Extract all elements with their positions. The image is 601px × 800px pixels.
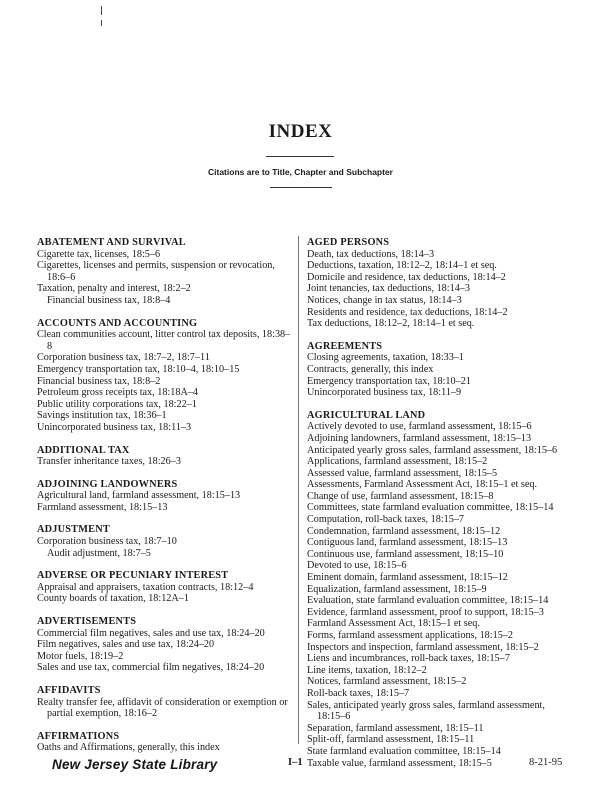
index-entry: Computation, roll-back taxes, 18:15–7	[307, 514, 465, 526]
index-section	[307, 341, 575, 399]
index-heading: ABATEMENT AND SURVIVAL	[37, 237, 186, 248]
index-heading: ADDITIONAL TAX	[37, 444, 130, 456]
index-entry: State farmland evaluation committee, 18:15–14	[307, 745, 501, 757]
index-entry: Closing agreements, taxation, 18:33–1	[307, 352, 465, 364]
index-entry: Transfer inheritance taxes, 18:26–3	[37, 456, 181, 468]
index-entry: Line items, taxation, 18:12–2	[307, 664, 427, 676]
library-stamp-logo: New Jersey State Library	[52, 757, 218, 772]
index-entry: Oaths and Affirmations, generally, this index	[37, 742, 220, 754]
column-divider	[298, 236, 299, 744]
index-entry: Taxation, penalty and interest, 18:2–2	[37, 283, 191, 295]
index-entry: Forms, farmland assessment applications, 18:15–2	[307, 630, 513, 641]
index-entry: Committees, state farmland evaluation committee, 18:15–14	[307, 502, 554, 514]
binding-mark-top	[101, 6, 102, 15]
index-entry: Residents and residence, tax deductions, 18:14–2	[307, 306, 508, 318]
index-entry: Contracts, generally, this index	[307, 363, 434, 375]
index-subentry: Audit adjustment, 18:7–5	[47, 547, 151, 559]
index-entry: Inspectors and inspection, farmland assessment, 18:15–2	[307, 641, 539, 653]
index-section	[37, 445, 292, 468]
index-entry: Eminent domain, farmland assessment, 18:15–12	[307, 572, 508, 584]
index-entry: Sales and use tax, commercial film negatives, 18:24–20	[37, 662, 265, 674]
index-entry: Clean communities account, litter control tax deposits, 18:38–8	[37, 329, 291, 352]
index-heading: AGRICULTURAL LAND	[307, 409, 426, 421]
index-section	[37, 685, 292, 720]
index-entry: Separation, farmland assessment, 18:15–11	[307, 722, 484, 734]
index-entry: Notices, change in tax status, 18:14–3	[307, 294, 462, 306]
index-heading: ADVERSE OR PECUNIARY INTEREST	[37, 570, 229, 582]
index-entry: Emergency transportation tax, 18:10–4, 18:10–15	[37, 363, 240, 375]
index-heading: AFFIRMATIONS	[37, 730, 120, 742]
index-column-right	[307, 237, 575, 780]
index-subentry: Financial business tax, 18:8–4	[47, 294, 171, 306]
index-entry: Applications, farmland assessment, 18:15–2	[307, 456, 488, 468]
index-section	[37, 616, 292, 674]
page-title: INDEX	[268, 121, 333, 142]
index-entry: Split-off, farmland assessment, 18:15–11	[307, 734, 475, 746]
index-section	[307, 410, 575, 769]
index-entry: Motor fuels, 18:19–2	[37, 650, 124, 662]
index-column-left	[37, 237, 292, 765]
index-entry: Corporation business tax, 18:7–2, 18:7–11	[37, 352, 210, 364]
index-heading: ADJUSTMENT	[37, 524, 110, 536]
index-entry: Roll-back taxes, 18:15–7	[307, 687, 410, 699]
title-rule-bottom	[270, 187, 332, 188]
index-entry: Corporation business tax, 18:7–10	[37, 536, 177, 548]
index-section	[37, 524, 292, 559]
index-entry: Notices, farmland assessment, 18:15–2	[307, 676, 467, 688]
index-entry: Film negatives, sales and use tax, 18:24–20	[37, 639, 215, 651]
index-entry: Petroleum gross receipts tax, 18:18A–4	[37, 387, 198, 399]
index-heading: AGREEMENTS	[307, 340, 383, 352]
page-number: I–1	[288, 757, 303, 768]
index-heading: ADJOINING LANDOWNERS	[37, 478, 178, 490]
index-entry: Deductions, taxation, 18:12–2, 18:14–1 et seq.	[307, 260, 497, 272]
index-heading: ACCOUNTS AND ACCOUNTING	[37, 317, 198, 329]
index-entry: Farmland Assessment Act, 18:15–1 et seq.	[307, 618, 480, 630]
index-heading: AFFIDAVITS	[37, 685, 101, 696]
binding-mark-bottom	[101, 20, 102, 26]
index-entry: Cigarette tax, licenses, 18:5–6	[37, 248, 161, 260]
index-entry: Financial business tax, 18:8–2	[37, 375, 161, 387]
index-section	[37, 731, 292, 754]
index-entry: Unincorporated business tax, 18:11–9	[307, 387, 462, 399]
index-entry: Continuous use, farmland assessment, 18:15–10	[307, 548, 504, 560]
index-section	[307, 237, 575, 330]
index-section	[37, 318, 292, 434]
index-entry: Cigarettes, licenses and permits, suspension or revocation, 18:6–6	[37, 260, 275, 283]
index-entry: Change of use, farmland assessment, 18:15–8	[307, 490, 494, 502]
index-entry: Death, tax deductions, 18:14–3	[307, 248, 435, 260]
index-entry: Evaluation, state farmland evaluation committee, 18:15–14	[307, 595, 549, 607]
index-entry: Equalization, farmland assessment, 18:15–9	[307, 583, 487, 595]
index-entry: Joint tenancies, tax deductions, 18:14–3	[307, 283, 470, 295]
index-section	[37, 479, 292, 514]
index-entry: Realty transfer fee, affidavit of consideration or exemption or partial exemption, 18:16–2	[37, 696, 288, 720]
index-entry: Sales, anticipated yearly gross sales, farmland assessment, 18:15–6	[307, 699, 545, 723]
index-entry: Tax deductions, 18:12–2, 18:14–1 et seq.	[307, 318, 475, 330]
index-entry: Farmland assessment, 18:15–13	[37, 501, 168, 513]
index-entry: Appraisal and appraisers, taxation contracts, 18:12–4	[37, 581, 254, 593]
index-entry: Assessments, Farmland Assessment Act, 18:15–1 et seq.	[307, 479, 538, 491]
index-entry: Assessed value, farmland assessment, 18:15–5	[307, 467, 498, 479]
index-entry: Contiguous land, farmland assessment, 18:15–13	[307, 537, 508, 549]
index-entry: Condemnation, farmland assessment, 18:15–12	[307, 525, 501, 537]
index-entry: Liens and incumbrances, roll-back taxes, 18:15–7	[307, 653, 510, 665]
index-entry: Adjoining landowners, farmland assessment, 18:15–13	[307, 432, 532, 444]
index-entry: Devoted to use, 18:15–6	[307, 560, 407, 572]
index-entry: Emergency transportation tax, 18:10–21	[307, 375, 471, 387]
index-entry: Commercial film negatives, sales and use tax, 18:24–20	[37, 627, 265, 639]
index-entry: Savings institution tax, 18:36–1	[37, 410, 167, 422]
index-section	[37, 237, 292, 307]
index-entry: Evidence, farmland assessment, proof to support, 18:15–3	[307, 606, 544, 618]
index-heading: ADVERTISEMENTS	[37, 616, 137, 628]
index-entry: Agricultural land, farmland assessment, 18:15–13	[37, 490, 241, 502]
index-entry: Taxable value, farmland assessment, 18:15–5	[307, 757, 492, 769]
index-section	[37, 570, 292, 605]
title-rule-top	[266, 156, 334, 157]
index-entry: Anticipated yearly gross sales, farmland assessment, 18:15–6	[307, 444, 558, 456]
index-entry: Domicile and residence, tax deductions, 18:14–2	[307, 271, 506, 283]
index-entry: Actively devoted to use, farmland assessment, 18:15–6	[307, 421, 532, 433]
index-entry: Public utility corporations tax, 18:22–1	[37, 398, 197, 410]
index-entry: County boards of taxation, 18:12A–1	[37, 593, 189, 605]
index-entry: Unincorporated business tax, 18:11–3	[37, 421, 192, 433]
index-heading: AGED PERSONS	[307, 237, 390, 248]
page-subtitle: Citations are to Title, Chapter and Subchapter	[208, 167, 393, 177]
revision-date: 8-21-95	[529, 757, 563, 768]
